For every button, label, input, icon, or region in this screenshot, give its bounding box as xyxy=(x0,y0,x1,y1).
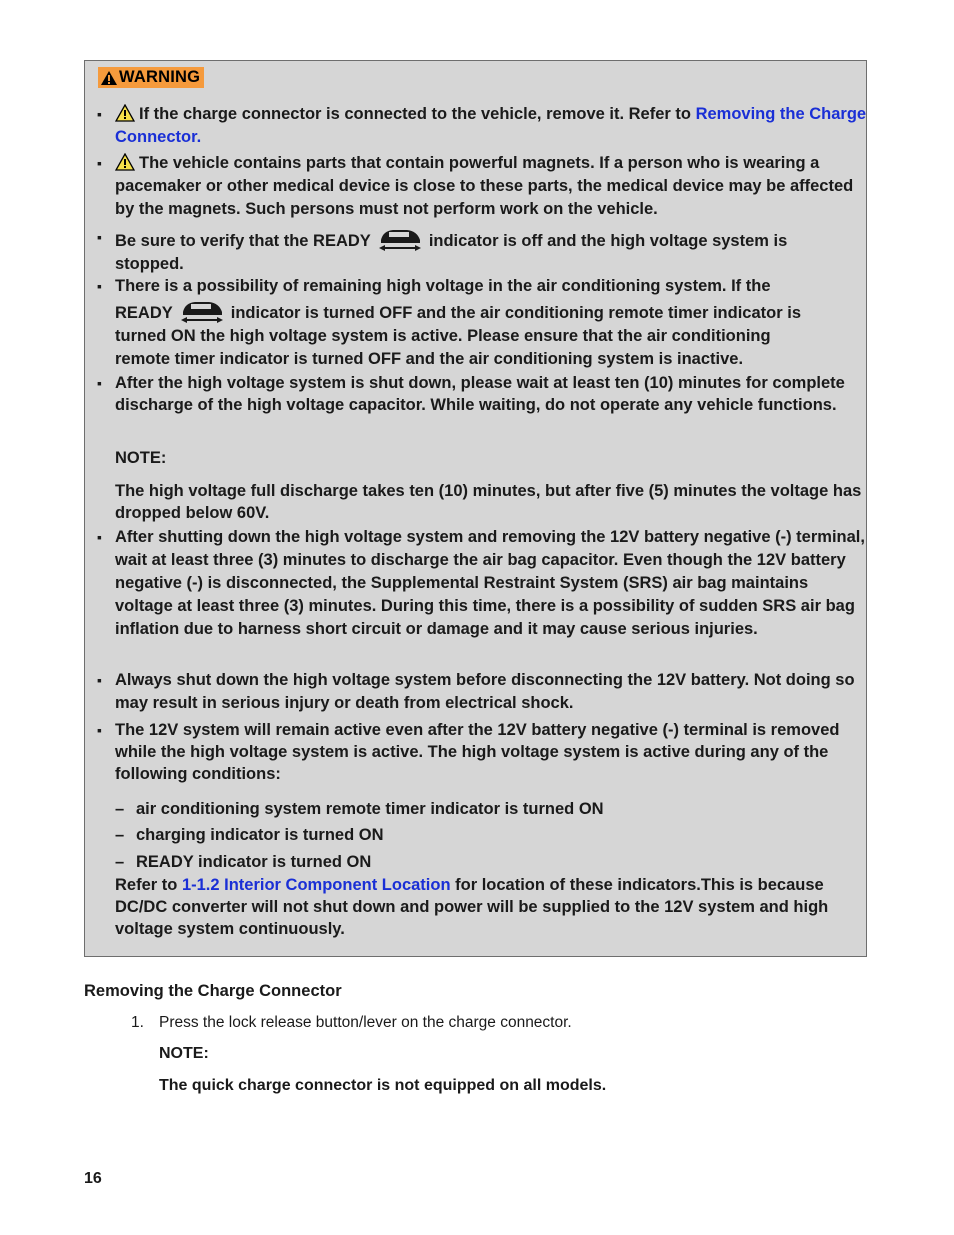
warning-item-4: There is a possibility of remaining high voltage in the air conditioning system. If the READY indicator is turned OFF and the air conditioning remote timer indicator is turned ON the high voltage system is active. Please ensure that the air conditioning remote timer indicator is turned OFF and the air conditioning system is inactive. xyxy=(115,277,801,368)
note-text: The high voltage full discharge takes ten (10) minutes, but after five (5) minutes the voltage has dropped below 60V. xyxy=(115,482,862,522)
caution-triangle-icon xyxy=(115,104,135,122)
bullet: ▪ xyxy=(97,229,102,245)
step-text: Press the lock release button/lever on the charge connector. xyxy=(159,1014,572,1031)
bullet: ▪ xyxy=(97,155,102,171)
warning-item-7: Always shut down the high voltage system before disconnecting the 12V battery. Not doing so may result in serious injury or death from electrical shock. xyxy=(115,671,855,712)
section-title: Removing the Charge Connector xyxy=(84,982,342,1000)
link-interior-component-location[interactable]: 1-1.2 Interior Component Location xyxy=(181,876,451,894)
bullet: ▪ xyxy=(97,672,102,688)
link-removing-charge-connector[interactable]: Removing the Charge Connector. xyxy=(115,105,867,146)
warning-box xyxy=(84,60,867,957)
ready-indicator-icon xyxy=(377,226,423,252)
warning-triangle-icon xyxy=(100,70,118,86)
page-number: 16 xyxy=(84,1170,102,1187)
bullet: ▪ xyxy=(97,529,102,545)
note-label: NOTE: xyxy=(159,1045,209,1062)
note-label: NOTE: xyxy=(115,449,167,467)
warning-item-5: After the high voltage system is shut down, please wait at least ten (10) minutes for complete discharge of the high voltage capacitor. While waiting, do not operate any vehicle functions. xyxy=(115,374,845,414)
warning-badge xyxy=(98,67,204,88)
condition-item: charging indicator is turned ON xyxy=(136,826,384,844)
condition-item: air conditioning system remote timer indicator is turned ON xyxy=(136,800,604,818)
refer-paragraph: Refer to 1-1.2 Interior Component Location for location of these indicators.This is because DC/DC converter will not shut down and power will be supplied to the 12V system and high voltage system continuously. xyxy=(115,876,829,938)
ready-indicator-icon xyxy=(179,298,225,324)
bullet: ▪ xyxy=(97,278,102,294)
bullet: ▪ xyxy=(97,375,102,391)
warning-badge-label: WARNING xyxy=(119,68,201,86)
caution-triangle-icon xyxy=(115,153,135,171)
warning-item-1: If the charge connector is connected to the vehicle, remove it. Refer to Removing the Charge Connector. xyxy=(115,105,867,146)
note-text: The quick charge connector is not equipped on all models. xyxy=(159,1077,607,1094)
warning-item-3: Be sure to verify that the READY indicator is off and the high voltage system is stopped. xyxy=(115,226,845,276)
dash: – xyxy=(115,826,125,844)
bullet: ▪ xyxy=(97,722,102,738)
bullet: ▪ xyxy=(97,106,102,122)
dash: – xyxy=(115,800,125,818)
condition-item: READY indicator is turned ON xyxy=(136,853,372,871)
warning-item-8: The 12V system will remain active even after the 12V battery negative (-) terminal is removed while the high voltage system is active. The high voltage system is active during any of the following conditions: xyxy=(115,721,840,783)
warning-item-2: The vehicle contains parts that contain powerful magnets. If a person who is wearing a pacemaker or other medical device is close to these parts, the medical device may be affected by the magnets. Such persons must not perform work on the vehicle. xyxy=(115,154,854,218)
warning-item-6: After shutting down the high voltage system and removing the 12V battery negative (-) terminal, wait at least three (3) minutes to discharge the air bag capacitor. Even though the 12V battery negative (-) is disconnected, the Supplemental Restraint System (SRS) air bag maintains voltage at least three (3) minutes. During this time, there is a possibility of sudden SRS air bag inflation due to harness short circuit or damage and it may cause serious injuries. xyxy=(115,528,865,638)
step-number: 1. xyxy=(131,1014,144,1031)
dash: – xyxy=(115,853,125,871)
